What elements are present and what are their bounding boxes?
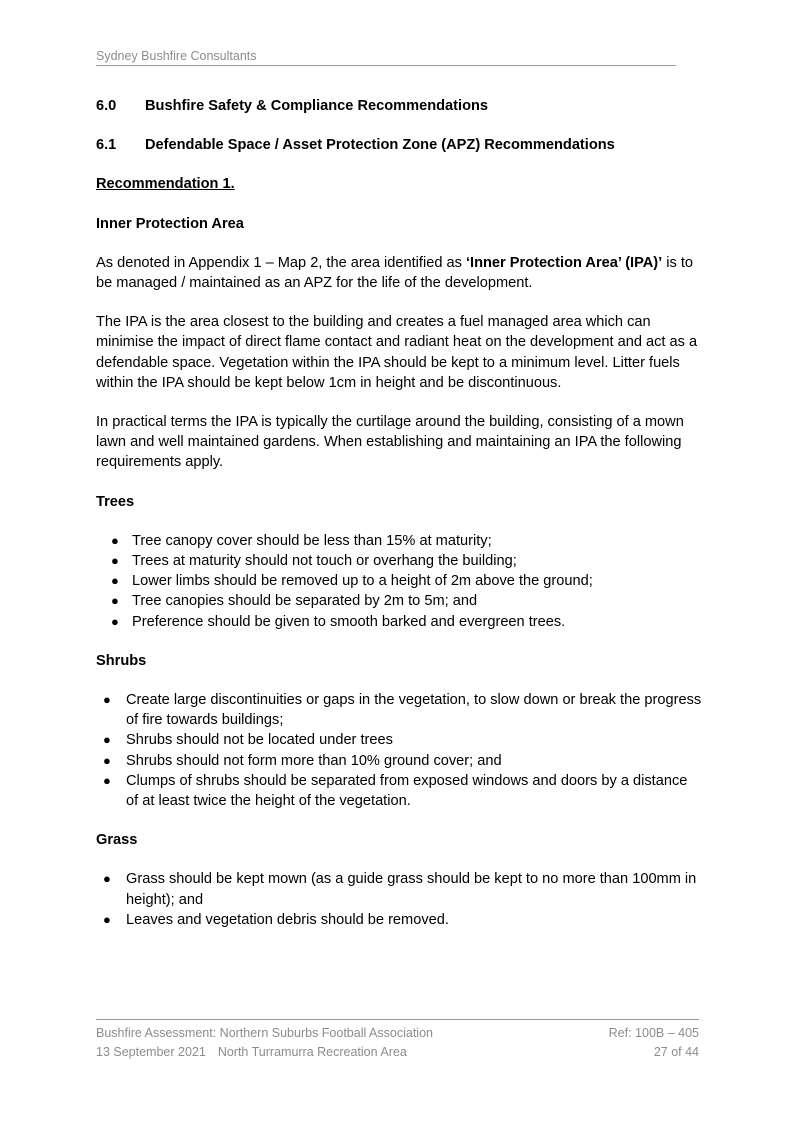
list-item-text: Shrubs should not be located under trees	[126, 732, 393, 749]
ipa-para1-bold: ‘Inner Protection Area’ (IPA)’	[465, 254, 663, 271]
footer-date-location	[96, 1043, 407, 1062]
list-item-text: Tree canopy cover should be less than 15% at maturity;	[132, 532, 492, 549]
list-item-text: Clumps of shrubs should be separated from exposed windows and doors by a distance of at least twice the height of the vegetation.	[126, 772, 688, 810]
ipa-para1-suffix: is to be managed / maintained as an APZ for the life of the development.	[96, 254, 694, 292]
page-header	[96, 48, 676, 66]
list-item-text: Shrubs should not form more than 10% ground cover; and	[126, 752, 502, 769]
list-item-text: Create large discontinuities or gaps in the vegetation, to slow down or break the progress of fire towards buildings;	[126, 692, 702, 729]
ipa-para1-prefix: As denoted in Appendix 1 – Map 2, the area identified as	[96, 254, 466, 271]
header-company: Sydney Bushfire Consultants	[96, 49, 257, 63]
bullet-icon: ●	[103, 752, 111, 768]
section-heading-6-1	[96, 135, 702, 155]
section-number: 6.1	[96, 137, 117, 154]
list-item-text: Preference should be given to smooth barked and evergreen trees.	[132, 613, 566, 630]
list-item	[96, 751, 702, 771]
list-item	[96, 551, 702, 571]
footer-row-2	[96, 1043, 699, 1062]
list-item-text: Trees at maturity should not touch or overhang the building;	[132, 553, 517, 570]
bullet-icon: ●	[111, 573, 119, 589]
list-item	[96, 730, 702, 750]
list-item	[96, 591, 702, 611]
shrubs-heading: Shrubs	[96, 652, 147, 669]
bullet-icon: ●	[111, 532, 119, 548]
inner-protection-area-heading: Inner Protection Area	[96, 215, 244, 232]
list-item	[96, 771, 702, 811]
ipa-paragraph-1	[96, 253, 702, 293]
footer-title: Bushfire Assessment: Northern Suburbs Football Association	[96, 1026, 433, 1040]
recommendation-heading: Recommendation 1.	[96, 176, 235, 193]
bullet-icon: ●	[111, 593, 119, 609]
footer-ref: Ref: 100B – 405	[608, 1026, 699, 1040]
list-item	[96, 910, 702, 930]
list-item	[96, 869, 702, 909]
page-footer	[96, 1019, 699, 1062]
bullet-icon: ●	[111, 613, 119, 629]
section-number: 6.0	[96, 98, 117, 114]
list-item	[96, 690, 702, 730]
grass-list	[96, 869, 702, 930]
bullet-icon: ●	[103, 732, 111, 748]
list-item-text: Tree canopies should be separated by 2m to 5m; and	[132, 593, 478, 610]
bullet-icon: ●	[103, 911, 111, 927]
list-item	[96, 612, 702, 632]
ipa-paragraph-2: The IPA is the area closest to the building and creates a fuel managed area which can minimise the impact of direct flame contact and radiant heat on the development and act as a defendable space. Vegetation within the IPA should be kept to a minimum level. Litter fuels within the IPA should be kept below 1cm in height and be discontinuous.	[96, 314, 698, 391]
ipa-paragraph-3: In practical terms the IPA is typically the curtilage around the building, consisting of a mown lawn and well maintained gardens. When establishing and maintaining an IPA the following requirements apply.	[96, 414, 684, 471]
trees-list	[96, 531, 702, 632]
section-title: Defendable Space / Asset Protection Zone (APZ) Recommendations	[145, 137, 615, 154]
footer-location: North Turramurra Recreation Area	[217, 1045, 407, 1059]
list-item	[96, 531, 702, 551]
shrubs-list	[96, 690, 702, 811]
grass-heading: Grass	[96, 832, 138, 849]
bullet-icon: ●	[103, 772, 111, 788]
section-title: Bushfire Safety & Compliance Recommendations	[145, 98, 489, 114]
trees-heading: Trees	[96, 493, 135, 510]
section-heading-6-0	[96, 96, 702, 116]
bullet-icon: ●	[103, 692, 111, 708]
footer-date: 13 September 2021	[96, 1045, 206, 1059]
list-item-text: Lower limbs should be removed up to a height of 2m above the ground;	[132, 573, 593, 590]
list-item-text: Leaves and vegetation debris should be removed.	[126, 911, 449, 928]
bullet-icon: ●	[111, 553, 119, 569]
list-item	[96, 571, 702, 591]
footer-row-1	[96, 1024, 699, 1043]
bullet-icon: ●	[103, 871, 111, 887]
list-item-text: Grass should be kept mown (as a guide grass should be kept to no more than 100mm in height); and	[126, 871, 697, 908]
footer-page-number: 27 of 44	[653, 1045, 699, 1059]
document-body	[96, 94, 702, 930]
